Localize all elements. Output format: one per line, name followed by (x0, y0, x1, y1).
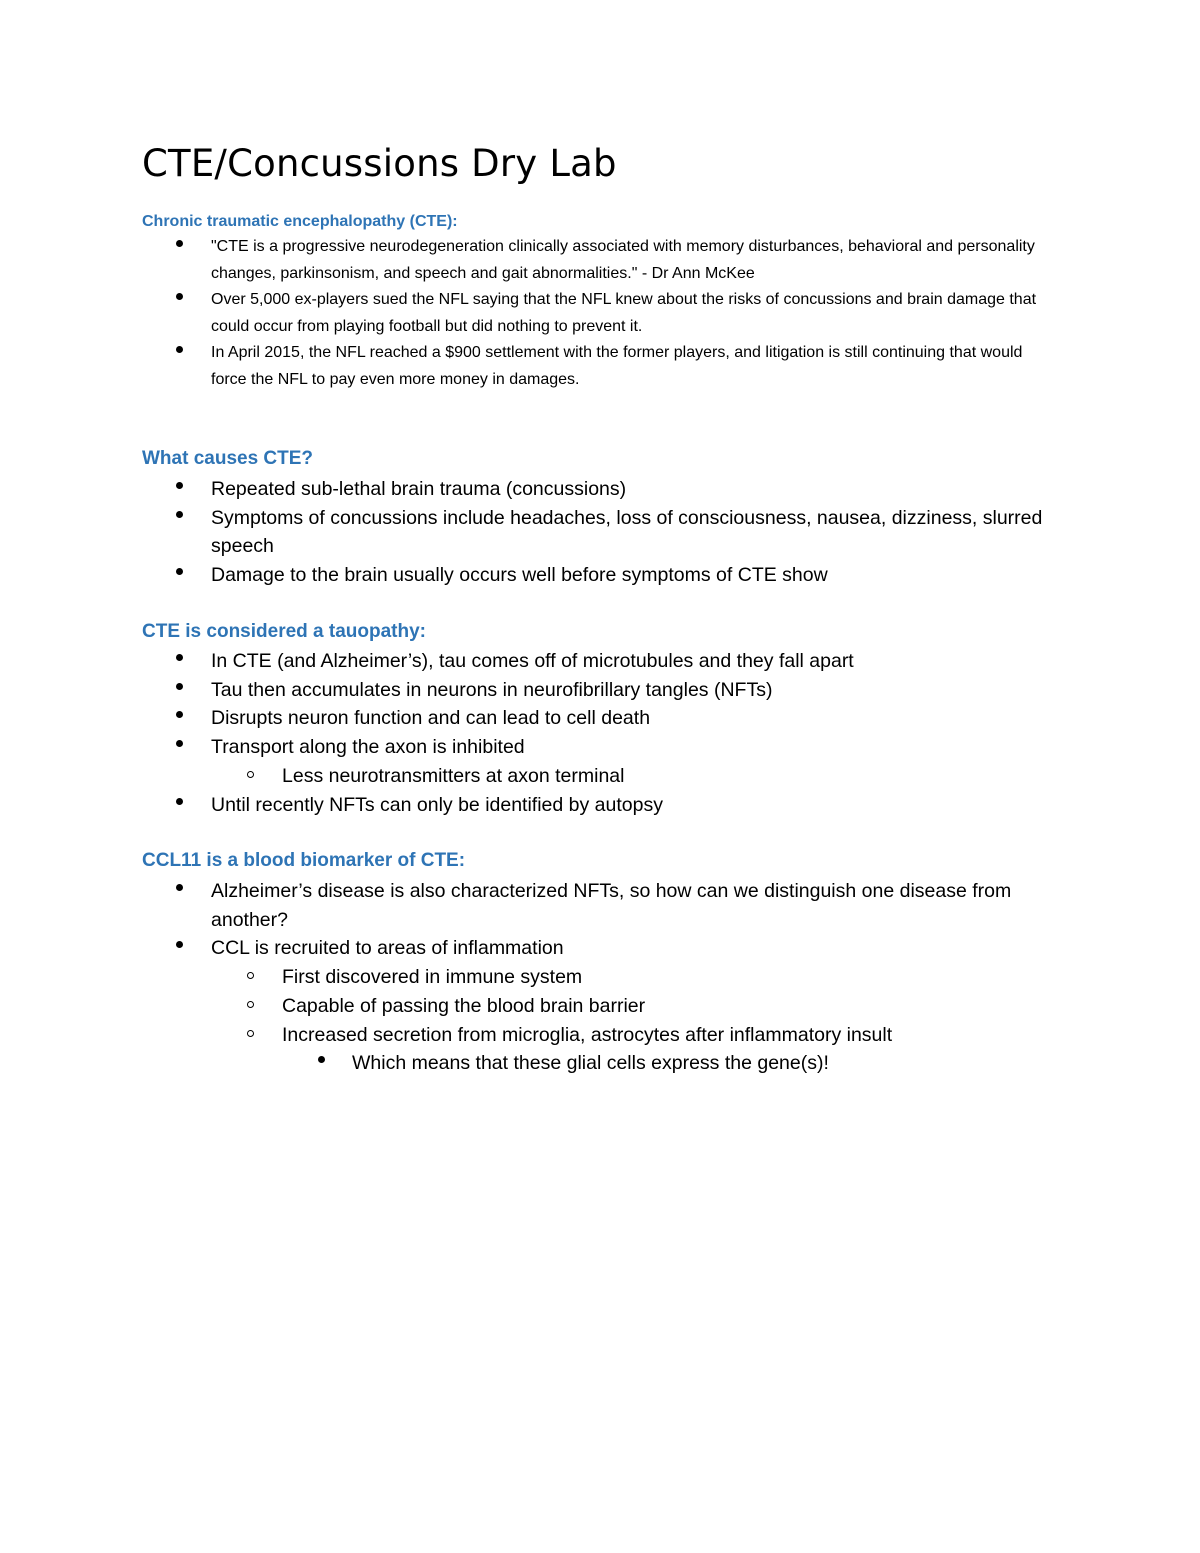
list-item-text: Less neurotransmitters at axon terminal (282, 764, 625, 787)
sub-sub-list-item (0, 1049, 1072, 1078)
list-item (0, 647, 1061, 676)
list-item-text: In April 2015, the NFL reached a $900 settlement with the former players, and litigation is still continuing that would force the NFL to pay even more money in damages. (211, 344, 1023, 388)
hollow-bullet-icon (247, 972, 254, 979)
list-item (0, 234, 1061, 287)
list-item-text: Alzheimer’s disease is also characterized NFTs, so how can we distinguish one disease from another? (211, 880, 1012, 931)
sub-list-item (0, 963, 1062, 992)
bullet-icon (176, 511, 183, 518)
bullet-list (0, 234, 1200, 393)
list-item (0, 475, 1061, 504)
bullet-icon (176, 482, 183, 489)
bullet-icon (176, 884, 183, 891)
bullet-icon (176, 654, 183, 661)
list-item-text: Tau then accumulates in neurons in neurofibrillary tangles (NFTs) (211, 678, 773, 701)
list-item-text: First discovered in immune system (282, 966, 583, 989)
list-item (0, 877, 1061, 934)
list-item-text: Over 5,000 ex-players sued the NFL saying that the NFL knew about the risks of concussions and brain damage that could occur from playing football but did nothing to prevent it. (211, 291, 1037, 335)
section-heading: CTE is considered a tauopathy: (142, 621, 426, 642)
list-item-text: Symptoms of concussions include headaches, loss of consciousness, nausea, dizziness, slurred speech (211, 506, 1043, 558)
bullet-icon (176, 293, 183, 300)
sub-list-item (0, 992, 1062, 1021)
list-item (0, 561, 1061, 590)
list-item (0, 934, 1061, 963)
bullet-list (0, 647, 1200, 819)
bullet-icon (176, 346, 183, 353)
list-item (0, 733, 1061, 762)
section-heading: CCL11 is a blood biomarker of CTE: (142, 850, 466, 871)
bullet-icon (176, 568, 183, 575)
list-item (0, 704, 1061, 733)
list-item-text: "CTE is a progressive neurodegeneration clinically associated with memory disturbances, behavioral and personality changes, parkinsonism, and speech and gait abnormalities." - Dr Ann McKee (211, 238, 1035, 282)
bullet-icon (176, 240, 183, 247)
list-item (0, 504, 1061, 561)
list-item (0, 676, 1061, 705)
list-item-text: CCL is recruited to areas of inflammation (211, 937, 564, 960)
list-item-text: Disrupts neuron function and can lead to cell death (211, 707, 651, 730)
bullet-icon (176, 683, 183, 690)
hollow-bullet-icon (247, 1001, 254, 1008)
list-item (0, 791, 1061, 820)
section-heading: What causes CTE? (142, 448, 314, 469)
bullet-icon (176, 711, 183, 718)
section-heading: Chronic traumatic encephalopathy (CTE): (142, 213, 458, 230)
list-item-text: Increased secretion from microglia, astrocytes after inflammatory insult (282, 1023, 893, 1046)
list-item (0, 340, 1061, 393)
bullet-icon (176, 941, 183, 948)
list-item-text: Transport along the axon is inhibited (211, 736, 525, 759)
bullet-icon (176, 740, 183, 747)
bullet-list (0, 475, 1200, 590)
list-item-text: Until recently NFTs can only be identified by autopsy (211, 793, 663, 816)
list-item-text: Capable of passing the blood brain barrier (282, 994, 646, 1017)
bullet-list (0, 877, 1200, 1078)
hollow-bullet-icon (247, 1030, 254, 1037)
hollow-bullet-icon (247, 771, 254, 778)
list-item (0, 287, 1061, 340)
list-item-text: Repeated sub-lethal brain trauma (concussions) (211, 478, 627, 500)
sub-list-item (0, 762, 1062, 791)
list-item-text: In CTE (and Alzheimer’s), tau comes off of microtubules and they fall apart (211, 650, 854, 672)
bullet-icon (176, 798, 183, 805)
sub-list-item (0, 1021, 1062, 1050)
document-title: CTE/Concussions Dry Lab (142, 142, 617, 185)
list-item-text: Damage to the brain usually occurs well before symptoms of CTE show (211, 564, 828, 587)
list-item-text: Which means that these glial cells express the gene(s)! (352, 1052, 829, 1075)
bullet-icon (318, 1056, 325, 1063)
